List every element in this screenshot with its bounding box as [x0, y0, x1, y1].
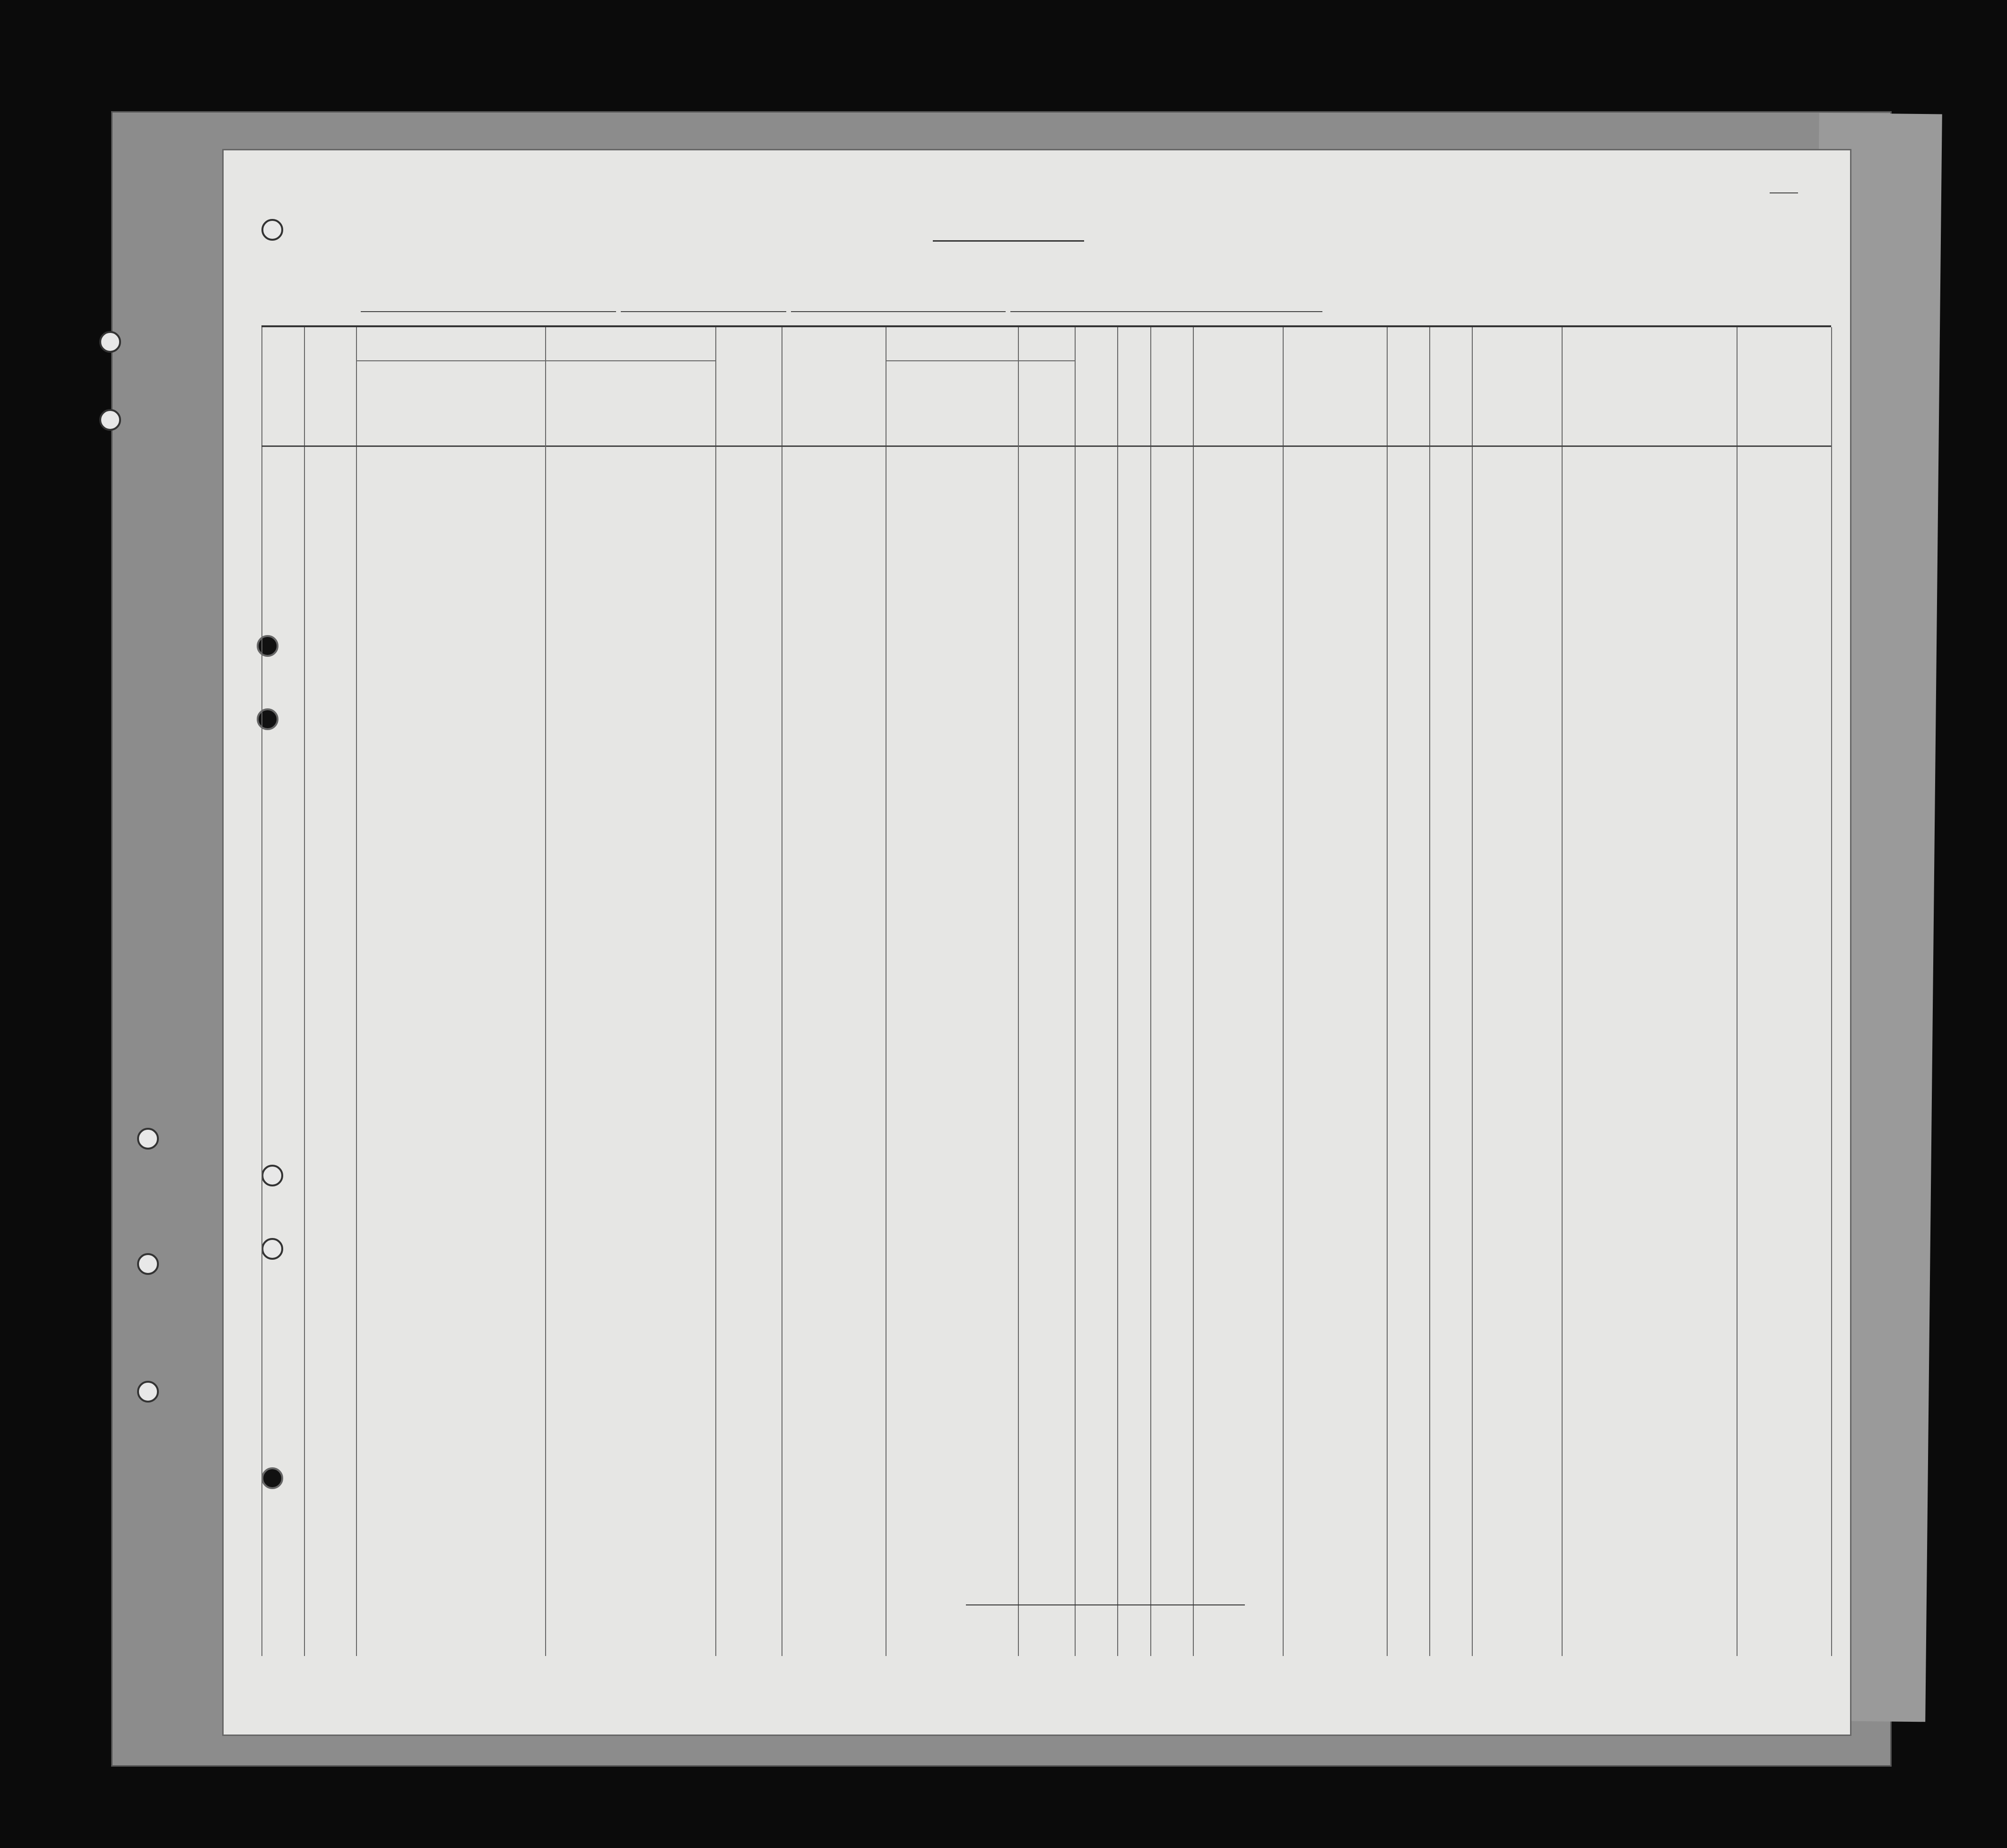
year-suffix: [980, 311, 1006, 312]
column-header-6: [886, 332, 1075, 336]
column-divider: [1562, 327, 1563, 1656]
column-header-13: [1429, 332, 1472, 336]
column-divider: [1387, 327, 1388, 1656]
column-divider: [261, 327, 262, 1656]
column-divider: [1472, 327, 1473, 1656]
punch-hole: [99, 331, 121, 353]
column-header-7: [1075, 332, 1117, 336]
header-rule: [261, 445, 1831, 447]
shipped-subheader-divider: [886, 360, 1075, 361]
name-subheader-divider: [356, 360, 715, 361]
column-header-11: [1283, 332, 1387, 336]
sheet-number-value: [1770, 178, 1798, 193]
column-header-16: [1737, 332, 1831, 336]
punch-hole: [99, 409, 121, 431]
from-port: [1010, 311, 1322, 312]
punch-hole: [137, 1381, 159, 1403]
column-divider: [356, 327, 357, 1656]
vessel-name: [361, 311, 616, 312]
column-header-5: [782, 332, 886, 336]
column-header-8: [1117, 332, 1150, 336]
sheet-number: [1763, 178, 1798, 192]
column-header-3: [356, 332, 715, 336]
column-divider: [1075, 327, 1076, 1656]
column-divider: [545, 360, 546, 1656]
arriving-port: [621, 311, 786, 312]
crew-table: [261, 325, 1831, 1656]
column-header-12: [1387, 332, 1429, 336]
column-header-2: [304, 332, 356, 336]
column-header-10: [1193, 332, 1283, 336]
punch-hole: [137, 1253, 159, 1275]
vessel-line: [361, 295, 1322, 317]
column-divider: [1429, 327, 1430, 1656]
column-divider: [1283, 327, 1284, 1656]
column-header-1: [261, 332, 304, 336]
column-divider: [1018, 360, 1019, 1656]
punch-hole: [261, 219, 283, 241]
column-divider: [1737, 327, 1738, 1656]
column-header-14: [1472, 332, 1562, 336]
column-divider: [1831, 327, 1832, 1656]
arrival-date: [791, 311, 980, 312]
title-rule: [933, 240, 1084, 242]
column-header-15: [1562, 332, 1737, 336]
manifest-sheet: [222, 149, 1851, 1736]
column-divider: [1117, 327, 1118, 1656]
column-divider: [304, 327, 305, 1656]
column-divider: [715, 327, 716, 1656]
column-header-9: [1150, 332, 1193, 336]
column-divider: [1150, 327, 1151, 1656]
column-header-4: [715, 332, 782, 336]
punch-hole: [137, 1128, 159, 1150]
signature-line: [966, 1604, 1245, 1605]
column-divider: [1193, 327, 1194, 1656]
